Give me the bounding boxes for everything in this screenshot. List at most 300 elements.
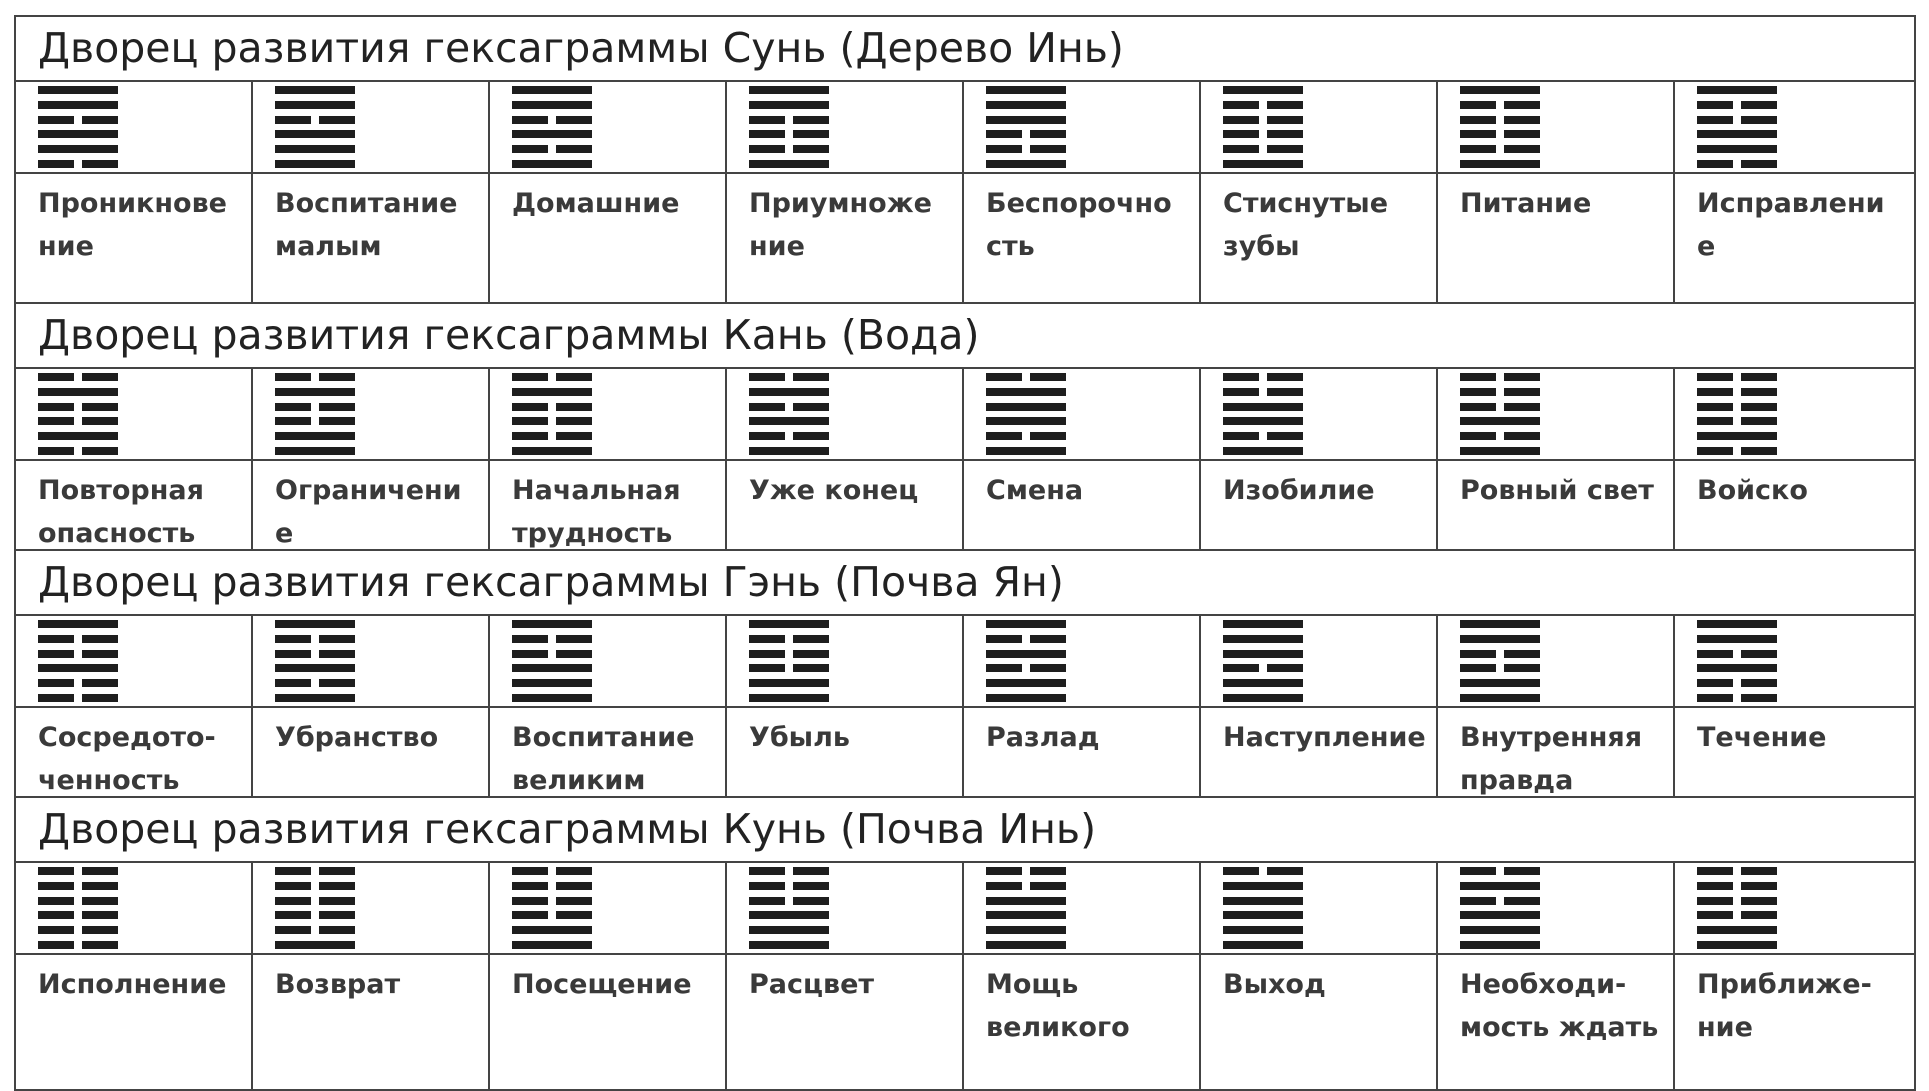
line-segment [556, 403, 592, 411]
line-segment [749, 116, 785, 124]
hexagram-icon [1460, 620, 1540, 702]
line-segment [1504, 130, 1540, 138]
line-segment [275, 403, 311, 411]
line-segment [82, 897, 118, 905]
yang-line [749, 694, 829, 702]
yin-line [38, 897, 118, 905]
line-segment [275, 373, 311, 381]
line-segment [1223, 116, 1259, 124]
yang-line [512, 926, 592, 934]
line-segment [319, 911, 355, 919]
hexagram-cell [964, 369, 1201, 459]
line-segment [275, 432, 355, 440]
line-segment [1223, 145, 1259, 153]
line-segment [986, 86, 1066, 94]
line-segment [38, 650, 74, 658]
yang-line [512, 388, 592, 396]
hexagram-name: Мощь великого [964, 955, 1201, 1089]
hexagram-icon [749, 620, 829, 702]
yang-line [1460, 86, 1540, 94]
yang-line [1697, 664, 1777, 672]
yin-line [275, 373, 355, 381]
line-segment [512, 650, 548, 658]
line-segment [1030, 635, 1066, 643]
hexagram-row [16, 82, 1914, 174]
hexagram-name: Ограничени е [253, 461, 490, 549]
yang-line [275, 130, 355, 138]
yin-line [986, 882, 1066, 890]
line-segment [38, 145, 118, 153]
hexagram-icon [275, 373, 355, 455]
line-segment [986, 911, 1066, 919]
yin-line [1460, 388, 1540, 396]
yang-line [986, 116, 1066, 124]
line-segment [275, 664, 355, 672]
yin-line [1223, 130, 1303, 138]
hexagram-cell [1675, 616, 1914, 706]
line-segment [556, 897, 592, 905]
line-segment [1460, 694, 1540, 702]
line-segment [275, 145, 355, 153]
hexagram-icon [1223, 86, 1303, 168]
line-segment [38, 432, 118, 440]
line-segment [275, 101, 355, 109]
line-segment [1460, 650, 1496, 658]
yin-line [275, 116, 355, 124]
yin-line [1460, 867, 1540, 875]
yang-line [1697, 130, 1777, 138]
hexagram-icon [986, 86, 1066, 168]
line-segment [1460, 432, 1496, 440]
line-segment [38, 941, 74, 949]
line-segment [1697, 941, 1777, 949]
line-segment [556, 116, 592, 124]
yin-line [38, 116, 118, 124]
line-segment [1741, 417, 1777, 425]
line-segment [1504, 867, 1540, 875]
line-segment [275, 679, 311, 687]
hexagram-name: Приумноже ние [727, 174, 964, 302]
line-segment [1504, 101, 1540, 109]
hexagram-icon [749, 86, 829, 168]
line-segment [749, 882, 785, 890]
hexagram-cell [1201, 369, 1438, 459]
line-segment [1460, 882, 1540, 890]
yang-line [1223, 635, 1303, 643]
yin-line [986, 373, 1066, 381]
line-segment [1697, 447, 1733, 455]
hexagram-icon [38, 620, 118, 702]
hexagram-icon [1223, 373, 1303, 455]
line-segment [986, 941, 1066, 949]
hexagram-cell [490, 863, 727, 953]
line-segment [793, 635, 829, 643]
yang-line [1460, 635, 1540, 643]
line-segment [38, 403, 74, 411]
hexagram-name: Исправлени е [1697, 188, 1885, 262]
yang-line [986, 403, 1066, 411]
hexagram-name: Изобилие [1201, 461, 1438, 549]
yin-line [512, 432, 592, 440]
hexagram-icon [1223, 620, 1303, 702]
name-row [16, 174, 1914, 304]
line-segment [1030, 432, 1066, 440]
line-segment [1223, 417, 1303, 425]
yang-line [986, 911, 1066, 919]
hexagram-name: Исполнение [16, 955, 253, 1089]
line-segment [38, 130, 118, 138]
yang-line [275, 388, 355, 396]
line-segment [1697, 911, 1733, 919]
line-segment [512, 373, 548, 381]
yang-line [749, 447, 829, 455]
line-segment [556, 432, 592, 440]
yang-line [1223, 911, 1303, 919]
line-segment [275, 116, 311, 124]
yin-line [749, 373, 829, 381]
line-segment [986, 664, 1022, 672]
line-segment [986, 101, 1066, 109]
line-segment [1460, 897, 1496, 905]
line-segment [1741, 160, 1777, 168]
hexagram-cell [253, 863, 490, 953]
line-segment [1741, 867, 1777, 875]
line-segment [1223, 882, 1303, 890]
line-segment [38, 447, 74, 455]
line-segment [1697, 897, 1733, 905]
yang-line [512, 86, 592, 94]
yang-line [1460, 882, 1540, 890]
yin-line [749, 432, 829, 440]
yin-line [275, 867, 355, 875]
line-segment [1267, 116, 1303, 124]
line-segment [1697, 388, 1733, 396]
line-segment [1223, 388, 1259, 396]
yang-line [1460, 694, 1540, 702]
hexagram-cell [16, 863, 253, 953]
yang-line [1460, 926, 1540, 934]
line-segment [319, 897, 355, 905]
line-segment [38, 635, 74, 643]
line-segment [556, 867, 592, 875]
hexagram-cell [253, 369, 490, 459]
yin-line [512, 867, 592, 875]
yang-line [1223, 447, 1303, 455]
yin-line [1697, 373, 1777, 381]
line-segment [1223, 897, 1303, 905]
line-segment [986, 373, 1022, 381]
line-segment [1460, 679, 1540, 687]
line-segment [1741, 101, 1777, 109]
line-segment [1223, 694, 1303, 702]
hexagram-name: Наступление [1201, 708, 1438, 796]
line-segment [512, 86, 592, 94]
line-segment [749, 447, 829, 455]
yang-line [1460, 447, 1540, 455]
yin-line [38, 447, 118, 455]
line-segment [1267, 101, 1303, 109]
line-segment [512, 145, 548, 153]
line-segment [1697, 403, 1733, 411]
hexagram-cell [16, 82, 253, 172]
hexagram-row [16, 369, 1914, 461]
line-segment [749, 664, 785, 672]
line-segment [275, 882, 311, 890]
line-segment [512, 635, 548, 643]
yin-line [1460, 145, 1540, 153]
line-segment [319, 373, 355, 381]
yin-line [1697, 911, 1777, 919]
yang-line [1223, 897, 1303, 905]
hexagram-cell [1438, 369, 1675, 459]
yang-line [1460, 417, 1540, 425]
hexagram-cell [16, 369, 253, 459]
line-segment [986, 447, 1066, 455]
yin-line [1223, 664, 1303, 672]
yin-line [38, 911, 118, 919]
line-segment [82, 417, 118, 425]
yang-line [275, 160, 355, 168]
line-segment [749, 897, 785, 905]
line-segment [1460, 86, 1540, 94]
yang-line [512, 664, 592, 672]
line-segment [1504, 650, 1540, 658]
yin-line [512, 403, 592, 411]
line-segment [1741, 388, 1777, 396]
hexagram-name: Сосредото- ченность [16, 708, 253, 796]
palace-section-gen [16, 551, 1914, 798]
hexagram-icon [275, 86, 355, 168]
line-segment [793, 882, 829, 890]
line-segment [1223, 160, 1303, 168]
line-segment [1697, 882, 1733, 890]
line-segment [1460, 664, 1496, 672]
name-row [16, 461, 1914, 551]
line-segment [986, 897, 1066, 905]
yin-line [38, 635, 118, 643]
line-segment [1460, 116, 1496, 124]
yang-line [749, 911, 829, 919]
line-segment [1504, 145, 1540, 153]
line-segment [793, 373, 829, 381]
yin-line [1223, 432, 1303, 440]
line-segment [1697, 926, 1777, 934]
yang-line [275, 664, 355, 672]
line-segment [986, 679, 1066, 687]
line-segment [1223, 911, 1303, 919]
yin-line [275, 635, 355, 643]
line-segment [38, 664, 118, 672]
hexagram-name: Возврат [253, 955, 490, 1089]
line-segment [38, 867, 74, 875]
yang-line [1223, 86, 1303, 94]
hexagram-icon [275, 620, 355, 702]
yin-line [38, 679, 118, 687]
line-segment [38, 926, 74, 934]
yang-line [986, 694, 1066, 702]
line-segment [749, 417, 829, 425]
yin-line [512, 650, 592, 658]
line-segment [793, 130, 829, 138]
yin-line [1697, 447, 1777, 455]
line-segment [1697, 635, 1777, 643]
line-segment [1697, 679, 1733, 687]
yang-line [38, 388, 118, 396]
yin-line [38, 650, 118, 658]
yang-line [986, 417, 1066, 425]
line-segment [1223, 403, 1303, 411]
hexagram-name: Повторная опасность [16, 461, 253, 549]
yin-line [512, 882, 592, 890]
line-segment [82, 694, 118, 702]
yang-line [38, 620, 118, 628]
line-segment [1030, 373, 1066, 381]
hexagram-name: Выход [1201, 955, 1438, 1089]
hexagram-cell [253, 82, 490, 172]
line-segment [1267, 432, 1303, 440]
line-segment [319, 882, 355, 890]
yin-line [1697, 388, 1777, 396]
hexagram-name: Воспитание малым [253, 174, 490, 302]
hexagram-icon [1697, 86, 1777, 168]
line-segment [1504, 432, 1540, 440]
line-segment [38, 679, 74, 687]
line-segment [1267, 388, 1303, 396]
yin-line [512, 897, 592, 905]
yin-line [749, 403, 829, 411]
hexagram-row [16, 616, 1914, 708]
line-segment [82, 373, 118, 381]
hexagram-icon [1697, 373, 1777, 455]
line-segment [1223, 373, 1259, 381]
line-segment [749, 403, 785, 411]
hexagram-cell [1675, 369, 1914, 459]
line-segment [1030, 867, 1066, 875]
hexagram-cell [727, 863, 964, 953]
yang-line [1223, 882, 1303, 890]
hexagram-icon [512, 86, 592, 168]
line-segment [1460, 388, 1496, 396]
line-segment [1030, 664, 1066, 672]
line-segment [319, 867, 355, 875]
yang-line [986, 679, 1066, 687]
line-segment [82, 447, 118, 455]
yin-line [1223, 373, 1303, 381]
line-segment [793, 403, 829, 411]
yin-line [749, 635, 829, 643]
line-segment [986, 650, 1066, 658]
yin-line [1223, 867, 1303, 875]
line-segment [1697, 373, 1733, 381]
hexagram-icon [512, 867, 592, 949]
line-segment [986, 926, 1066, 934]
yin-line [1460, 130, 1540, 138]
hexagram-name: Внутренняя правда [1438, 708, 1675, 796]
yin-line [749, 650, 829, 658]
yang-line [749, 417, 829, 425]
line-segment [1267, 664, 1303, 672]
hexagram-name: Разлад [964, 708, 1201, 796]
yang-line [986, 926, 1066, 934]
yin-line [512, 373, 592, 381]
yang-line [986, 897, 1066, 905]
yang-line [1460, 941, 1540, 949]
yang-line [275, 145, 355, 153]
yang-line [1697, 432, 1777, 440]
line-segment [275, 926, 311, 934]
yin-line [986, 145, 1066, 153]
line-segment [1741, 447, 1777, 455]
hexagram-icon [749, 373, 829, 455]
line-segment [82, 926, 118, 934]
hexagram-cell [1201, 82, 1438, 172]
line-segment [986, 417, 1066, 425]
hexagram-cell [490, 616, 727, 706]
yin-line [986, 635, 1066, 643]
line-segment [38, 116, 74, 124]
line-segment [1460, 926, 1540, 934]
yin-line [1697, 650, 1777, 658]
hexagram-name: Убыль [727, 708, 964, 796]
line-segment [1504, 373, 1540, 381]
yang-line [986, 388, 1066, 396]
line-segment [38, 620, 118, 628]
hexagram-cell [964, 863, 1201, 953]
line-segment [1460, 130, 1496, 138]
line-segment [1460, 373, 1496, 381]
yin-line [38, 882, 118, 890]
hexagram-cell [1675, 82, 1914, 172]
yang-line [1223, 926, 1303, 934]
line-segment [1223, 867, 1259, 875]
yang-line [275, 694, 355, 702]
line-segment [749, 101, 829, 109]
yang-line [1697, 620, 1777, 628]
yang-line [275, 941, 355, 949]
line-segment [793, 116, 829, 124]
hexagram-cell [727, 369, 964, 459]
line-segment [512, 882, 548, 890]
palace-section-sun [16, 17, 1914, 304]
line-segment [1741, 694, 1777, 702]
yang-line [512, 160, 592, 168]
line-segment [793, 145, 829, 153]
line-segment [1460, 867, 1496, 875]
line-segment [556, 635, 592, 643]
line-segment [82, 911, 118, 919]
yang-line [1460, 160, 1540, 168]
name-row [16, 955, 1914, 1089]
line-segment [512, 417, 548, 425]
line-segment [986, 694, 1066, 702]
line-segment [986, 882, 1022, 890]
hexagram-name: Расцвет [727, 955, 964, 1089]
line-segment [38, 882, 74, 890]
yin-line [512, 417, 592, 425]
yin-line [749, 145, 829, 153]
hexagram-icon [38, 373, 118, 455]
hexagram-cell [1675, 863, 1914, 953]
line-segment [38, 86, 118, 94]
hexagram-name: Стиснутые зубы [1201, 174, 1438, 302]
yang-line [38, 130, 118, 138]
line-segment [82, 635, 118, 643]
line-segment [1504, 664, 1540, 672]
line-segment [749, 130, 785, 138]
hexagram-name: Воспитание великим [490, 708, 727, 796]
yin-line [275, 403, 355, 411]
line-segment [319, 403, 355, 411]
